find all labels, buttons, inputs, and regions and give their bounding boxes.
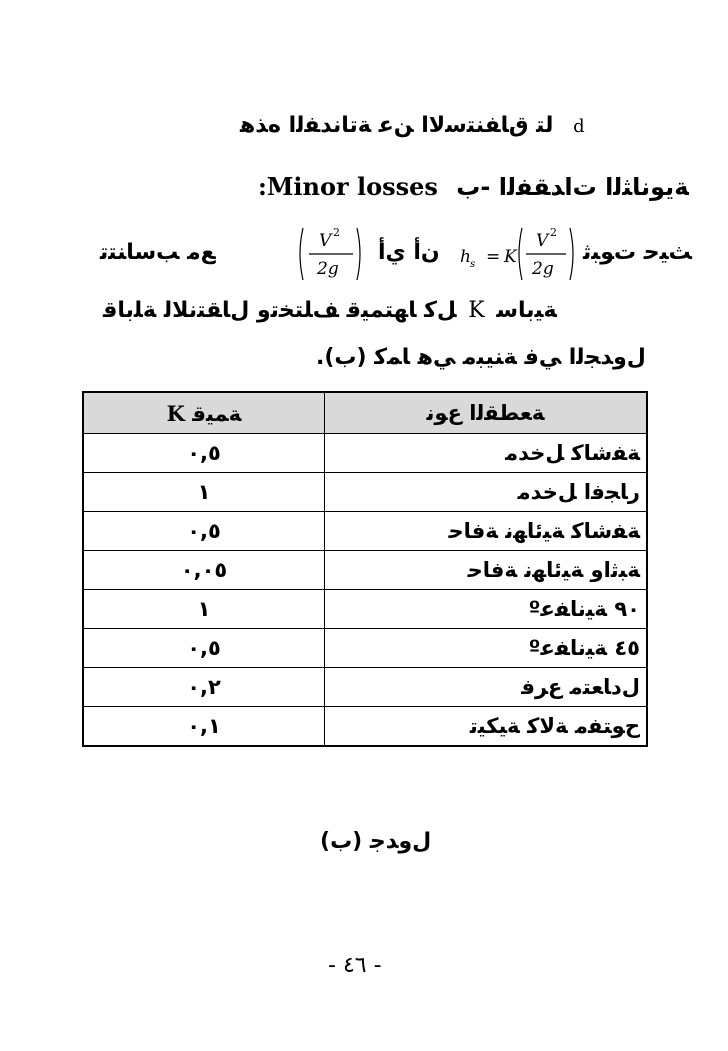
k-value-cell: ٠,١ xyxy=(83,707,325,747)
fitting-type-cell: ﺔﻔﺷﺎﻛ ﻞﺧﺪﻣ xyxy=(325,434,648,473)
frac-den-2: 2g xyxy=(532,259,554,279)
fitting-type-cell: ﺡﻮﺘﻔﻣ ﺔﻟﺎﻛ ﺔﻴﻜﻴﺗ xyxy=(325,707,648,747)
frac-num-1: V xyxy=(319,231,332,251)
header-k-value: K ﺔﻤﻴﻗ xyxy=(83,392,325,434)
k-value-cell: ٠,٢ xyxy=(83,668,325,707)
paragraph-k-symbol: K xyxy=(468,298,485,323)
table-row xyxy=(83,551,647,590)
table-row xyxy=(83,707,647,747)
subsection-heading-arabic: ﺔﻳﻮﻧﺎﺜﻟﺍ ﺕﺍﺪﻘﻔﻟﺍ -ﺏ xyxy=(456,173,689,201)
k-value-cell: ١ xyxy=(83,590,325,629)
k-value-cell: ٠,٥ xyxy=(83,512,325,551)
formula-line xyxy=(100,222,710,286)
eq-lhs: h xyxy=(460,247,471,267)
frac-exp-2: 2 xyxy=(550,226,557,239)
table-row xyxy=(83,629,647,668)
section-heading xyxy=(240,113,585,138)
fitting-type-cell: ﺔﺒﺛﺍﻭ ﺔﻴﺋﺎﻬﻧ ﺔﻓﺎﺣ xyxy=(325,551,648,590)
formula-left-text: ﻊﻣ ﺐﺳﺎﻨﺘﺗ xyxy=(100,240,216,265)
eq-equals: = xyxy=(486,247,501,267)
fitting-type-cell: ﺔﻔﺷﺎﻛ ﺔﻴﺋﺎﻬﻧ ﺔﻓﺎﺣ xyxy=(325,512,648,551)
eq-coef: K xyxy=(504,247,517,267)
table-row xyxy=(83,590,647,629)
fitting-type-cell: ﺭﺎﺠﻓﺍ ﻞﺧﺪﻣ xyxy=(325,473,648,512)
header-fitting-type: ﺔﻌﻄﻘﻟﺍ ﻉﻮﻧ xyxy=(325,392,648,434)
paragraph-line-1-a: ﻞﻛ ﺎﻬﺘﻤﻴﻗ ﻒﻠﺘﺨﺗﻭ ﻝﺎﻘﺘﻧﻼﻟ ﺔﻠﺑﺎﻗ xyxy=(103,298,457,323)
table-row xyxy=(83,668,647,707)
minor-loss-coefficient-table xyxy=(82,391,648,747)
paragraph-line-1 xyxy=(103,298,557,323)
table-row xyxy=(83,512,647,551)
velocity-head-fraction-1 xyxy=(295,222,365,286)
table-caption: (ب) ﻝﻭﺪﺟ xyxy=(320,829,432,854)
k-value-cell: ١ xyxy=(83,473,325,512)
section-letter: d xyxy=(573,116,586,137)
table-row xyxy=(83,434,647,473)
formula-mid-text: ﻥﺃ ﻱﺃ xyxy=(378,240,440,265)
formula-right-text: ﺚﻴﺣ ﺕﻮﺒﺛ xyxy=(583,240,692,265)
paragraph-line-2: .(ﺏ) ﻝﻭﺪﺠﻟﺍ ﻲﻓ ﺔﻨﻴﺒﻣ ﻲﻫ ﺎﻤﻛ xyxy=(316,345,646,370)
paragraph-line-1-b: ﺔﻴﺑﺎﺳ xyxy=(496,298,557,323)
minor-loss-equation xyxy=(456,222,576,286)
fitting-type-cell: ﻝﺩﺎﻌﺘﻣ ﻉﺮﻓ xyxy=(325,668,648,707)
fitting-type-cell: º٤٥ ﺔﻴﻧﺎﻔﻋ xyxy=(325,629,648,668)
k-value-cell: ٠,٥ xyxy=(83,629,325,668)
section-heading-text: ﻟﺘ ﻕﺎﻔﻨﺘﺳﻻﺍ ﻦﻋ ﺔﺗﺎﻧﺪﻔﻟﺍ ﻩﺬﻫ xyxy=(240,113,554,138)
subsection-heading xyxy=(258,172,689,201)
eq-lhs-sub: s xyxy=(470,259,476,270)
k-value-cell: ٠,٠٥ xyxy=(83,551,325,590)
k-value-cell: ٠,٥ xyxy=(83,434,325,473)
table-row xyxy=(83,473,647,512)
page-number: - ٤٦ - xyxy=(328,953,382,978)
frac-den-1: 2g xyxy=(317,259,339,279)
table-header-row xyxy=(83,392,647,434)
frac-exp-1: 2 xyxy=(333,226,340,239)
subsection-heading-english: :Minor losses xyxy=(258,172,438,201)
frac-num-2: V xyxy=(536,231,549,251)
fitting-type-cell: º٩٠ ﺔﻴﻧﺎﻔﻋ xyxy=(325,590,648,629)
